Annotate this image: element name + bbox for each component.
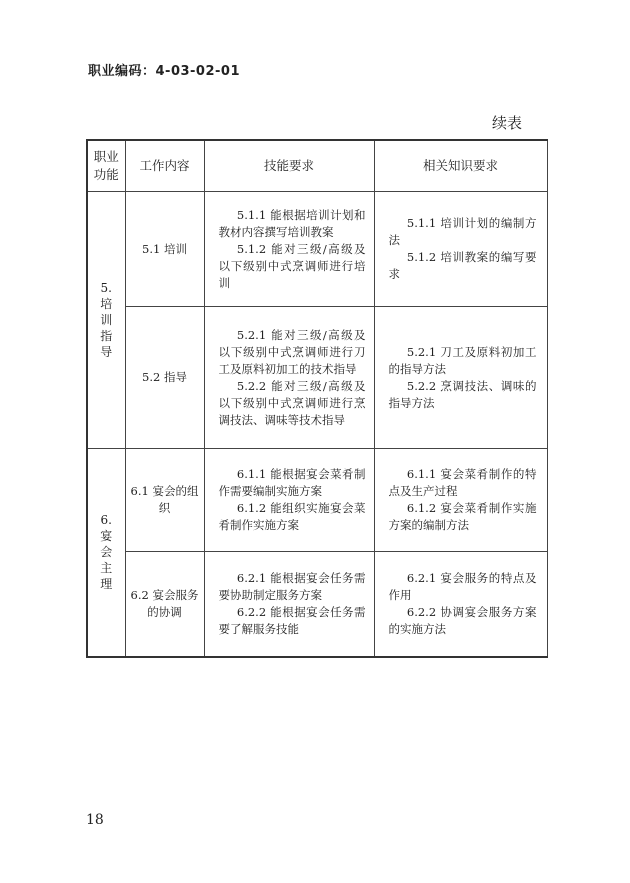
function-cell-training (87, 192, 125, 449)
skill-item: 6.2.1 能根据宴会任务需要协助制定服务方案 (218, 571, 366, 603)
skill-cell (204, 192, 374, 307)
function-cell-banquet (87, 449, 125, 657)
knowledge-item: 5.1.2 培训教案的编写要求 (388, 250, 537, 282)
table-row (87, 449, 547, 552)
skill-item: 5.1.1 能根据培训计划和教材内容撰写培训教案 (218, 207, 366, 239)
knowledge-cell (374, 192, 547, 307)
knowledge-item: 5.2.2 烹调技法、调味的指导方法 (388, 378, 537, 410)
work-content-cell: 6.2 宴会服务的协调 (125, 552, 204, 657)
skill-item: 5.2.1 能对三级/高级及以下级别中式烹调师进行刀工及原料初加工的技术指导 (218, 327, 366, 376)
skill-item: 5.1.2 能对三级/高级及以下级别中式烹调师进行培训 (218, 241, 366, 290)
knowledge-item: 6.2.2 协调宴会服务方案的实施方法 (388, 605, 537, 637)
knowledge-item: 6.2.1 宴会服务的特点及作用 (388, 571, 537, 603)
page-number: 18 (86, 812, 104, 828)
table-row (87, 552, 547, 657)
knowledge-item: 6.1.2 宴会菜肴制作实施方案的编制方法 (388, 501, 537, 533)
skill-cell (204, 552, 374, 657)
header-function-line-2: 功能 (93, 167, 119, 183)
header-function-line-1: 职业 (93, 149, 119, 165)
skills-table (86, 139, 548, 658)
work-content-cell: 5.2 指导 (125, 307, 204, 449)
function-label: 6. 宴 会 主 理 (100, 513, 113, 592)
table-header-row (87, 140, 547, 192)
knowledge-cell (374, 552, 547, 657)
function-label: 5. 培 训 指 导 (100, 280, 113, 359)
skill-item: 6.1.1 能根据宴会菜肴制作需要编制实施方案 (218, 467, 366, 499)
work-content-cell: 6.1 宴会的组织 (125, 449, 204, 552)
knowledge-item: 5.1.1 培训计划的编制方法 (388, 216, 537, 248)
skill-item: 5.2.2 能对三级/高级及以下级别中式烹调师进行烹调技法、调味等技术指导 (218, 378, 366, 427)
occupation-code: 职业编码：4-03-02-01 (88, 64, 241, 79)
knowledge-item: 6.1.1 宴会菜肴制作的特点及生产过程 (388, 467, 537, 499)
skill-item: 6.2.2 能根据宴会任务需要了解服务技能 (218, 605, 366, 637)
header-knowledge: 相关知识要求 (374, 140, 547, 192)
header-work: 工作内容 (125, 140, 204, 192)
table-row (87, 192, 547, 307)
knowledge-cell (374, 307, 547, 449)
table-row (87, 307, 547, 449)
continued-label: 续表 (492, 114, 523, 132)
skill-cell (204, 307, 374, 449)
header-function (87, 140, 125, 192)
header-skill: 技能要求 (204, 140, 374, 192)
skill-cell (204, 449, 374, 552)
knowledge-item: 5.2.1 刀工及原料初加工的指导方法 (388, 344, 537, 376)
skill-item: 6.1.2 能组织实施宴会菜肴制作实施方案 (218, 501, 366, 533)
work-content-cell: 5.1 培训 (125, 192, 204, 307)
knowledge-cell (374, 449, 547, 552)
